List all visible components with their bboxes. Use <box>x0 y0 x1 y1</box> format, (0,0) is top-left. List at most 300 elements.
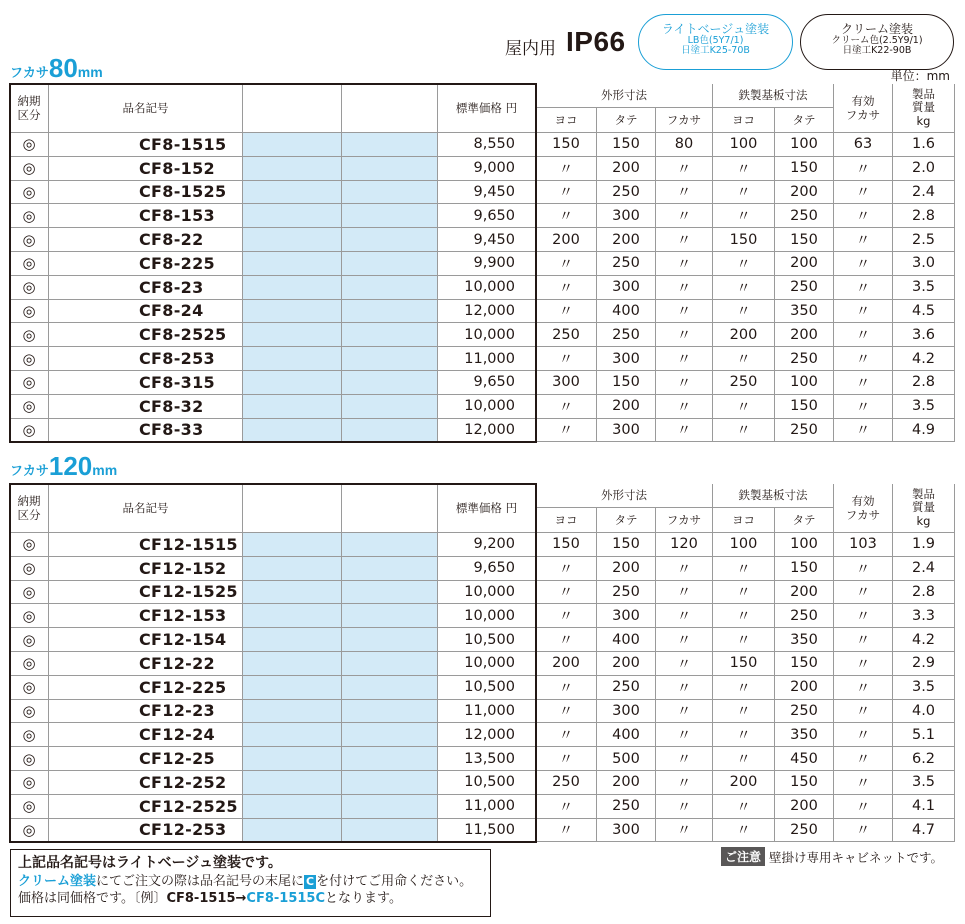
header-outer-tate: タテ <box>597 108 656 133</box>
price: 9,000 <box>438 157 536 181</box>
delivery-mark: ◎ <box>10 347 49 371</box>
price: 9,650 <box>438 204 536 228</box>
delivery-mark: ◎ <box>10 819 49 843</box>
spec-table-120 <box>10 484 955 842</box>
header-outer-yoko: ヨコ <box>536 108 597 133</box>
outer-fukasa: 〃 <box>656 323 713 347</box>
weight: 3.5 <box>893 676 955 700</box>
table-row <box>10 300 955 324</box>
price: 9,200 <box>438 533 536 557</box>
product-code: CF8-253 <box>49 347 243 371</box>
outer-tate: 200 <box>597 557 656 581</box>
delivery-mark: ◎ <box>10 228 49 252</box>
blank-cell <box>243 557 342 581</box>
outer-fukasa: 〃 <box>656 300 713 324</box>
outer-tate: 200 <box>597 652 656 676</box>
note-line-3-end: となります。 <box>325 891 402 907</box>
effective-depth: 〃 <box>834 723 893 747</box>
outer-tate: 400 <box>597 300 656 324</box>
section-title-80 <box>10 53 103 84</box>
header-effective-depth: 有効 フカサ <box>834 84 893 133</box>
product-code: CF8-1515 <box>49 133 243 157</box>
header-outer-yoko: ヨコ <box>536 508 597 533</box>
price: 11,000 <box>438 347 536 371</box>
price: 9,650 <box>438 557 536 581</box>
effective-depth: 〃 <box>834 604 893 628</box>
effective-depth: 〃 <box>834 581 893 605</box>
price: 9,650 <box>438 371 536 395</box>
plate-tate: 150 <box>775 157 834 181</box>
weight: 5.1 <box>893 723 955 747</box>
outer-fukasa: 〃 <box>656 252 713 276</box>
outer-yoko: 〃 <box>536 723 597 747</box>
outer-fukasa: 〃 <box>656 419 713 443</box>
product-code: CF8-2525 <box>49 323 243 347</box>
outer-tate: 150 <box>597 533 656 557</box>
outer-fukasa: 〃 <box>656 652 713 676</box>
effective-depth: 〃 <box>834 204 893 228</box>
caution-text: 壁掛け専用キャビネットです。 <box>769 849 944 865</box>
unit-label: 単位：mm <box>890 69 950 83</box>
section-title-number: 120 <box>48 451 93 481</box>
note-line-3 <box>18 890 483 908</box>
table-row <box>10 323 955 347</box>
table-row <box>10 181 955 205</box>
delivery-mark: ◎ <box>10 252 49 276</box>
header-outer-fukasa: フカサ <box>656 108 713 133</box>
blank-cell <box>243 228 342 252</box>
product-code: CF8-315 <box>49 371 243 395</box>
blank-cell <box>342 252 438 276</box>
header-plate-tate: タテ <box>775 108 834 133</box>
product-code: CF12-23 <box>49 700 243 724</box>
price: 12,000 <box>438 300 536 324</box>
blank-cell <box>342 347 438 371</box>
plate-tate: 250 <box>775 700 834 724</box>
outer-yoko: 〃 <box>536 157 597 181</box>
delivery-mark: ◎ <box>10 323 49 347</box>
plate-tate: 100 <box>775 533 834 557</box>
header-outer-dim: 外形寸法 <box>536 84 713 108</box>
table-row <box>10 395 955 419</box>
delivery-mark: ◎ <box>10 795 49 819</box>
product-code: CF8-23 <box>49 276 243 300</box>
header-outer-fukasa: フカサ <box>656 508 713 533</box>
blank-cell <box>342 652 438 676</box>
effective-depth: 〃 <box>834 628 893 652</box>
plate-tate: 200 <box>775 181 834 205</box>
blank-cell <box>243 133 342 157</box>
section-title-prefix: フカサ <box>10 65 49 80</box>
blank-cell <box>243 700 342 724</box>
section-title-number: 80 <box>48 53 78 83</box>
header-weight: 製品 質量 kg <box>893 484 955 533</box>
outer-yoko: 〃 <box>536 252 597 276</box>
outer-fukasa: 〃 <box>656 819 713 843</box>
outer-tate: 300 <box>597 700 656 724</box>
cr-color-code: クリーム色(2.5Y9/1) <box>831 34 923 46</box>
outer-yoko: 〃 <box>536 557 597 581</box>
blank-cell <box>243 323 342 347</box>
blank-cell <box>243 347 342 371</box>
outer-fukasa: 〃 <box>656 395 713 419</box>
price: 11,000 <box>438 700 536 724</box>
weight: 2.8 <box>893 204 955 228</box>
blank-cell <box>243 628 342 652</box>
price: 10,500 <box>438 771 536 795</box>
delivery-mark: ◎ <box>10 371 49 395</box>
effective-depth: 〃 <box>834 557 893 581</box>
plate-yoko: 〃 <box>713 419 775 443</box>
note-line-2-mid: にてご注文の際は品名記号の末尾に <box>96 873 305 889</box>
price: 10,000 <box>438 652 536 676</box>
header-plate-yoko: ヨコ <box>713 508 775 533</box>
blank-cell <box>342 157 438 181</box>
spec-table-80 <box>10 84 955 442</box>
outer-yoko: 200 <box>536 652 597 676</box>
plate-yoko: 100 <box>713 133 775 157</box>
outer-yoko: 150 <box>536 133 597 157</box>
plate-yoko: 100 <box>713 533 775 557</box>
delivery-mark: ◎ <box>10 700 49 724</box>
outer-yoko: 250 <box>536 771 597 795</box>
outer-fukasa: 〃 <box>656 181 713 205</box>
header-blank-1 <box>243 84 342 133</box>
weight: 2.9 <box>893 652 955 676</box>
outer-fukasa: 〃 <box>656 276 713 300</box>
weight: 6.2 <box>893 747 955 771</box>
outer-yoko: 〃 <box>536 700 597 724</box>
blank-cell <box>342 276 438 300</box>
weight: 1.6 <box>893 133 955 157</box>
price: 13,500 <box>438 747 536 771</box>
price: 11,500 <box>438 819 536 843</box>
weight: 2.4 <box>893 181 955 205</box>
header-kubun: 納期 区分 <box>10 484 49 533</box>
blank-cell <box>243 419 342 443</box>
header-outer-dim: 外形寸法 <box>536 484 713 508</box>
plate-tate: 350 <box>775 628 834 652</box>
outer-tate: 300 <box>597 419 656 443</box>
blank-cell <box>342 204 438 228</box>
blank-cell <box>342 747 438 771</box>
paint-order-note <box>10 849 491 917</box>
outer-yoko: 〃 <box>536 628 597 652</box>
outer-fukasa: 〃 <box>656 723 713 747</box>
section-title-prefix: フカサ <box>10 463 49 478</box>
plate-yoko: 〃 <box>713 157 775 181</box>
outer-fukasa: 〃 <box>656 771 713 795</box>
blank-cell <box>342 581 438 605</box>
plate-yoko: 〃 <box>713 628 775 652</box>
plate-yoko: 〃 <box>713 604 775 628</box>
weight: 2.0 <box>893 157 955 181</box>
plate-yoko: 〃 <box>713 300 775 324</box>
lb-title: ライトベージュ塗装 <box>661 22 770 36</box>
blank-cell <box>243 252 342 276</box>
delivery-mark: ◎ <box>10 747 49 771</box>
section-title-unit: mm <box>77 64 103 80</box>
blank-cell <box>243 157 342 181</box>
blank-cell <box>342 395 438 419</box>
outer-tate: 200 <box>597 395 656 419</box>
plate-tate: 250 <box>775 276 834 300</box>
outer-tate: 400 <box>597 628 656 652</box>
blank-cell <box>243 676 342 700</box>
effective-depth: 〃 <box>834 323 893 347</box>
price: 12,000 <box>438 723 536 747</box>
outer-fukasa: 〃 <box>656 204 713 228</box>
product-code: CF12-225 <box>49 676 243 700</box>
outer-tate: 300 <box>597 276 656 300</box>
outer-yoko: 250 <box>536 323 597 347</box>
delivery-mark: ◎ <box>10 557 49 581</box>
blank-cell <box>243 747 342 771</box>
outer-tate: 200 <box>597 228 656 252</box>
weight: 3.6 <box>893 323 955 347</box>
caution-tag: ご注意 <box>721 847 765 866</box>
product-code: CF12-22 <box>49 652 243 676</box>
table-row <box>10 371 955 395</box>
outer-fukasa: 〃 <box>656 604 713 628</box>
blank-cell <box>342 771 438 795</box>
product-code: CF12-24 <box>49 723 243 747</box>
note-line-3-pre: 価格は同価格です。〔例〕 <box>18 891 167 907</box>
effective-depth: 〃 <box>834 347 893 371</box>
outer-tate: 300 <box>597 819 656 843</box>
weight: 1.9 <box>893 533 955 557</box>
effective-depth: 〃 <box>834 181 893 205</box>
plate-yoko: 〃 <box>713 700 775 724</box>
blank-cell <box>342 557 438 581</box>
blank-cell <box>342 300 438 324</box>
effective-depth: 〃 <box>834 795 893 819</box>
table-row <box>10 795 955 819</box>
table-row <box>10 819 955 843</box>
note-example-code: CF8-1515 <box>166 891 236 907</box>
delivery-mark: ◎ <box>10 157 49 181</box>
outer-fukasa: 〃 <box>656 347 713 371</box>
note-line-2 <box>18 873 483 891</box>
product-code: CF12-252 <box>49 771 243 795</box>
cream-paint-badge <box>800 14 954 70</box>
effective-depth: 〃 <box>834 157 893 181</box>
price: 10,000 <box>438 395 536 419</box>
outer-tate: 200 <box>597 157 656 181</box>
table-row <box>10 133 955 157</box>
delivery-mark: ◎ <box>10 676 49 700</box>
outer-fukasa: 120 <box>656 533 713 557</box>
outer-fukasa: 〃 <box>656 795 713 819</box>
outer-yoko: 200 <box>536 228 597 252</box>
blank-cell <box>243 819 342 843</box>
table-row <box>10 581 955 605</box>
blank-cell <box>342 533 438 557</box>
blank-cell <box>243 723 342 747</box>
blank-cell <box>243 204 342 228</box>
effective-depth: 〃 <box>834 300 893 324</box>
outer-tate: 200 <box>597 771 656 795</box>
blank-cell <box>342 604 438 628</box>
plate-yoko: 〃 <box>713 347 775 371</box>
outer-yoko: 〃 <box>536 395 597 419</box>
header-blank-2 <box>342 484 438 533</box>
blank-cell <box>243 771 342 795</box>
header-blank-2 <box>342 84 438 133</box>
plate-yoko: 〃 <box>713 747 775 771</box>
header-code: 品名記号 <box>49 84 243 133</box>
plate-yoko: 〃 <box>713 181 775 205</box>
product-code: CF12-2525 <box>49 795 243 819</box>
price: 9,900 <box>438 252 536 276</box>
table-row <box>10 276 955 300</box>
blank-cell <box>342 819 438 843</box>
plate-tate: 150 <box>775 771 834 795</box>
weight: 3.3 <box>893 604 955 628</box>
note-cream-label: クリーム塗装 <box>18 873 97 889</box>
note-line-2-end: を付けてご用命ください。 <box>316 873 473 889</box>
effective-depth: 〃 <box>834 676 893 700</box>
header-outer-tate: タテ <box>597 508 656 533</box>
weight: 3.5 <box>893 276 955 300</box>
header-plate-yoko: ヨコ <box>713 108 775 133</box>
effective-depth: 〃 <box>834 771 893 795</box>
delivery-mark: ◎ <box>10 133 49 157</box>
plate-tate: 150 <box>775 652 834 676</box>
delivery-mark: ◎ <box>10 628 49 652</box>
table-row <box>10 723 955 747</box>
price: 10,000 <box>438 323 536 347</box>
outer-fukasa: 〃 <box>656 157 713 181</box>
blank-cell <box>243 276 342 300</box>
table-row <box>10 204 955 228</box>
blank-cell <box>342 228 438 252</box>
plate-tate: 250 <box>775 347 834 371</box>
note-c-suffix-badge: C <box>306 874 315 888</box>
outer-yoko: 〃 <box>536 604 597 628</box>
plate-yoko: 150 <box>713 652 775 676</box>
price: 10,000 <box>438 276 536 300</box>
outer-yoko: 〃 <box>536 347 597 371</box>
weight: 2.8 <box>893 581 955 605</box>
delivery-mark: ◎ <box>10 204 49 228</box>
plate-yoko: 200 <box>713 323 775 347</box>
price: 12,000 <box>438 419 536 443</box>
product-code: CF12-153 <box>49 604 243 628</box>
outer-fukasa: 〃 <box>656 747 713 771</box>
header-price: 標準価格 円 <box>438 484 536 533</box>
table-row <box>10 228 955 252</box>
table-row <box>10 557 955 581</box>
outer-fukasa: 〃 <box>656 628 713 652</box>
weight: 4.2 <box>893 347 955 371</box>
effective-depth: 〃 <box>834 652 893 676</box>
outer-tate: 250 <box>597 676 656 700</box>
plate-yoko: 150 <box>713 228 775 252</box>
outer-fukasa: 80 <box>656 133 713 157</box>
light-beige-paint-badge <box>638 14 793 70</box>
plate-yoko: 〃 <box>713 723 775 747</box>
weight: 2.8 <box>893 371 955 395</box>
price: 10,000 <box>438 581 536 605</box>
price: 9,450 <box>438 181 536 205</box>
header-blank-1 <box>243 484 342 533</box>
delivery-mark: ◎ <box>10 181 49 205</box>
price: 9,450 <box>438 228 536 252</box>
outer-yoko: 〃 <box>536 795 597 819</box>
table-row <box>10 252 955 276</box>
blank-cell <box>243 604 342 628</box>
plate-tate: 100 <box>775 133 834 157</box>
delivery-mark: ◎ <box>10 652 49 676</box>
outer-tate: 250 <box>597 323 656 347</box>
delivery-mark: ◎ <box>10 300 49 324</box>
table-row <box>10 676 955 700</box>
delivery-mark: ◎ <box>10 395 49 419</box>
header-price: 標準価格 円 <box>438 84 536 133</box>
section-title-unit: mm <box>92 462 118 478</box>
outer-yoko: 〃 <box>536 419 597 443</box>
effective-depth: 〃 <box>834 228 893 252</box>
price: 8,550 <box>438 133 536 157</box>
weight: 2.5 <box>893 228 955 252</box>
effective-depth: 103 <box>834 533 893 557</box>
product-code: CF8-24 <box>49 300 243 324</box>
plate-yoko: 〃 <box>713 676 775 700</box>
plate-yoko: 〃 <box>713 252 775 276</box>
effective-depth: 63 <box>834 133 893 157</box>
delivery-mark: ◎ <box>10 419 49 443</box>
blank-cell <box>342 628 438 652</box>
blank-cell <box>342 700 438 724</box>
delivery-mark: ◎ <box>10 604 49 628</box>
cr-jpma-code: 日塗工K22-90B <box>842 44 912 56</box>
price: 11,000 <box>438 795 536 819</box>
outer-fukasa: 〃 <box>656 700 713 724</box>
outer-yoko: 〃 <box>536 676 597 700</box>
blank-cell <box>342 181 438 205</box>
plate-yoko: 〃 <box>713 581 775 605</box>
weight: 4.7 <box>893 819 955 843</box>
outer-tate: 150 <box>597 133 656 157</box>
effective-depth: 〃 <box>834 276 893 300</box>
blank-cell <box>342 133 438 157</box>
plate-tate: 350 <box>775 300 834 324</box>
caution-note <box>721 847 943 866</box>
note-arrow: → <box>235 891 247 907</box>
lb-jpma-code: 日塗工K25-70B <box>681 44 750 56</box>
outer-yoko: 150 <box>536 533 597 557</box>
plate-yoko: 〃 <box>713 204 775 228</box>
plate-tate: 250 <box>775 419 834 443</box>
blank-cell <box>243 181 342 205</box>
outer-tate: 300 <box>597 204 656 228</box>
plate-yoko: 〃 <box>713 276 775 300</box>
weight: 3.5 <box>893 395 955 419</box>
product-code: CF12-1515 <box>49 533 243 557</box>
outer-tate: 300 <box>597 347 656 371</box>
weight: 4.2 <box>893 628 955 652</box>
plate-tate: 200 <box>775 581 834 605</box>
product-code: CF8-153 <box>49 204 243 228</box>
note-example-code-c: CF8-1515C <box>246 891 326 907</box>
plate-tate: 200 <box>775 252 834 276</box>
header-code: 品名記号 <box>49 484 243 533</box>
effective-depth: 〃 <box>834 371 893 395</box>
blank-cell <box>243 795 342 819</box>
outer-tate: 500 <box>597 747 656 771</box>
blank-cell <box>243 533 342 557</box>
